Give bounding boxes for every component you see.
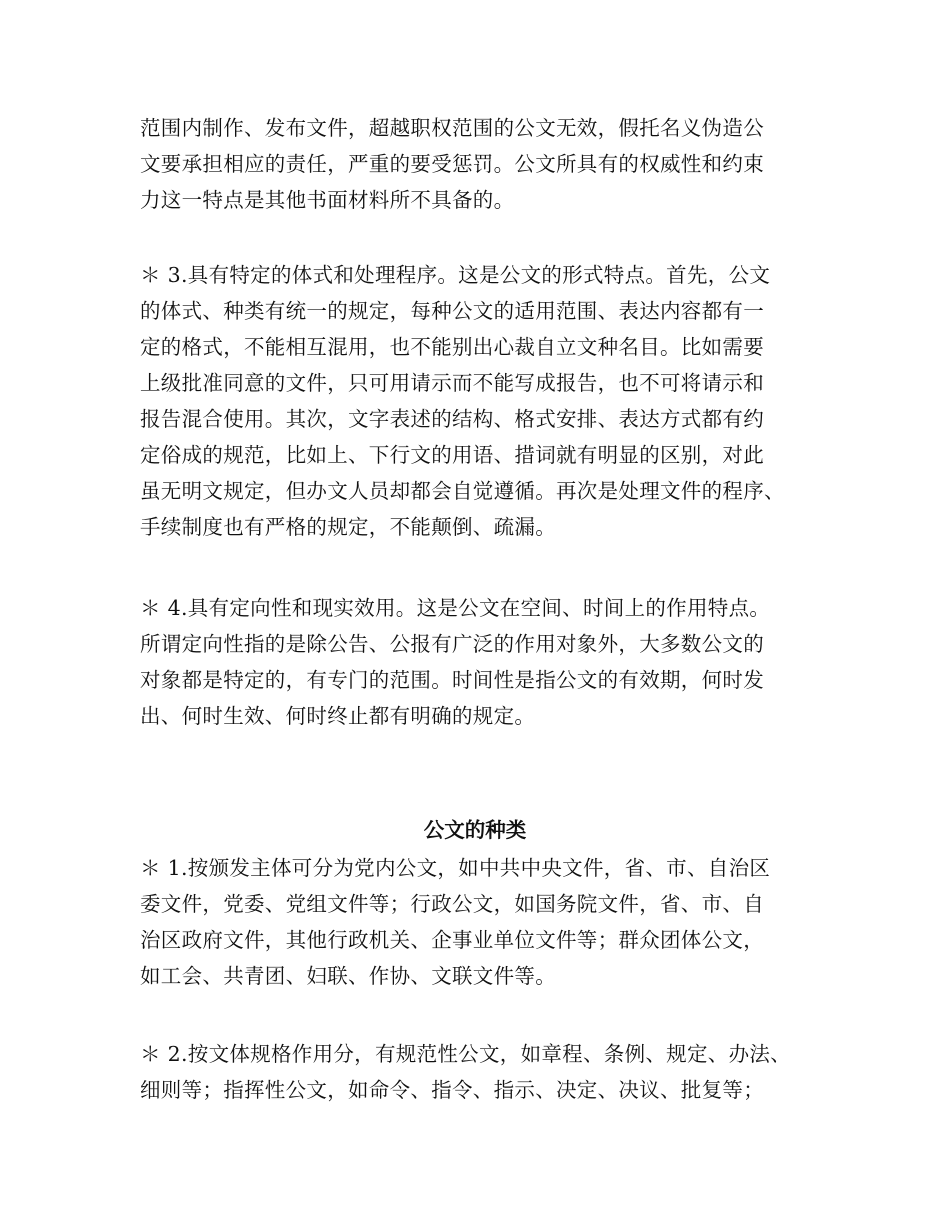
text-line: 虽无明文规定，但办文人员却都会自觉遵循。再次是处理文件的程序、	[140, 479, 785, 503]
list-item-bullet-line: ＊ 1.按颁发主体可分为党内公文，如中共中央文件，省、市、自治区	[140, 856, 771, 880]
text-line: 上级批准同意的文件，只可用请示而不能写成报告，也不可将请示和	[140, 371, 764, 395]
list-item-bullet-line: ＊ 2.按文体规格作用分，有规范性公文，如章程、条例、规定、办法、	[140, 1042, 791, 1066]
text-line: 如工会、共青团、妇联、作协、文联文件等。	[140, 964, 556, 988]
text-line: 细则等；指挥性公文，如命令、指令、指示、决定、决议、批复等；	[140, 1078, 764, 1102]
text-line: 的体式、种类有统一的规定，每种公文的适用范围、表达内容都有一	[140, 299, 764, 323]
list-item-bullet-line: ＊ 3.具有特定的体式和处理程序。这是公文的形式特点。首先，公文	[140, 263, 771, 287]
text-line: 定的格式，不能相互混用，也不能别出心裁自立文种名目。比如需要	[140, 335, 764, 359]
text-line: 委文件，党委、党组文件等；行政公文，如国务院文件，省、市、自	[140, 892, 764, 916]
text-line: 出、何时生效、何时终止都有明确的规定。	[140, 704, 536, 728]
text-line: 力这一特点是其他书面材料所不具备的。	[140, 188, 515, 212]
text-line: 所谓定向性指的是除公告、公报有广泛的作用对象外，大多数公文的	[140, 632, 764, 656]
text-line: 对象都是特定的，有专门的范围。时间性是指公文的有效期，何时发	[140, 668, 764, 692]
section-heading: 公文的种类	[423, 818, 527, 842]
text-line: 手续制度也有严格的规定，不能颠倒、疏漏。	[140, 515, 556, 539]
text-line: 文要承担相应的责任，严重的要受惩罚。公文所具有的权威性和约束	[140, 152, 764, 176]
text-line: 范围内制作、发布文件，超越职权范围的公文无效，假托名义伪造公	[140, 116, 764, 140]
text-line: 报告混合使用。其次，文字表述的结构、格式安排、表达方式都有约	[140, 407, 764, 431]
list-item-bullet-line: ＊ 4.具有定向性和现实效用。这是公文在空间、时间上的作用特点。	[140, 596, 771, 620]
text-line: 治区政府文件，其他行政机关、企事业单位文件等；群众团体公文，	[140, 928, 764, 952]
text-line: 定俗成的规范，比如上、下行文的用语、措词就有明显的区别，对此	[140, 443, 764, 467]
